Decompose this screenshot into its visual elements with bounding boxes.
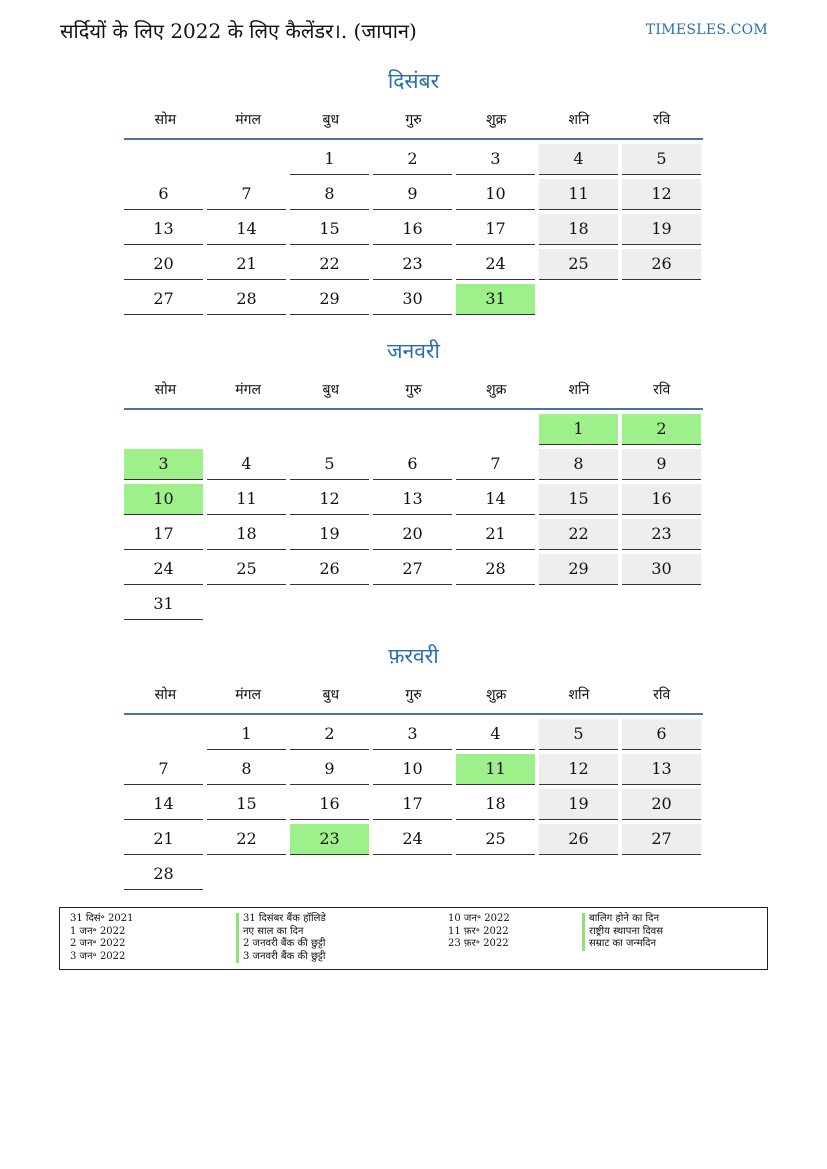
day-cell: 23 [622,519,701,550]
day-cell: 3 [456,144,535,175]
day-cell: 11 [207,484,286,515]
holiday-day-cell: 31 [456,284,535,315]
day-cell: 8 [539,449,618,480]
day-cell: 1 [290,144,369,175]
day-cell: 18 [539,214,618,245]
weekday-label: सोम [154,381,177,398]
legend-date: 2 जन॰ 2022 [70,938,126,949]
day-cell: 26 [622,249,701,280]
day-cell: 24 [456,249,535,280]
weekday-label: गुरु [405,686,422,703]
weekday-label: शनि [568,111,590,128]
empty-cell [124,719,203,749]
weekday-header [124,679,703,709]
day-cell: 12 [622,179,701,210]
weekday-label: शुक्र [486,686,507,703]
day-cell: 27 [124,284,203,315]
holiday-day-cell: 2 [622,414,701,445]
weekday-label: शुक्र [486,111,507,128]
legend-date: 1 जन॰ 2022 [70,925,126,937]
day-cell: 21 [456,519,535,550]
weekday-header [124,374,703,404]
day-cell: 28 [456,554,535,585]
day-cell: 6 [124,179,203,210]
day-cell: 17 [456,214,535,245]
legend-date: 3 जन॰ 2022 [70,950,126,962]
legend-names-right [582,913,663,951]
weekday-label: रवि [653,686,671,703]
day-cell: 20 [373,519,452,550]
day-cell: 7 [456,449,535,480]
weekday-label: बुध [322,111,340,128]
day-cell: 9 [373,179,452,210]
day-cell: 23 [373,249,452,280]
day-cell: 17 [124,519,203,550]
weekday-label: सोम [154,111,177,128]
day-cell: 2 [290,719,369,750]
weekday-label: मंगल [235,111,261,128]
page-title: सर्दियों के लिए 2022 के लिए कैलेंडर।. (जापान) [60,19,417,43]
day-cell: 27 [622,824,701,855]
day-grid [124,144,703,315]
day-cell: 1 [207,719,286,750]
day-grid [124,414,703,620]
day-cell: 17 [373,789,452,820]
month-calendar [124,641,703,890]
day-cell: 25 [456,824,535,855]
day-cell: 5 [290,449,369,480]
day-cell: 9 [290,754,369,785]
holiday-day-cell: 3 [124,449,203,480]
day-cell: 14 [124,789,203,820]
day-cell: 4 [539,144,618,175]
month-calendar [124,66,703,315]
day-cell: 22 [207,824,286,855]
legend-holiday-name: 2 जनवरी बैंक की छुट्टी [236,938,326,951]
day-cell: 6 [373,449,452,480]
weekday-label: गुरु [405,381,422,398]
day-cell: 15 [290,214,369,245]
day-cell: 14 [207,214,286,245]
day-cell: 15 [207,789,286,820]
day-cell: 18 [207,519,286,550]
day-cell: 26 [290,554,369,585]
day-cell: 8 [290,179,369,210]
legend-date: 11 फ़र॰ 2022 [448,925,509,937]
day-cell: 14 [456,484,535,515]
day-cell: 2 [373,144,452,175]
weekday-label: सोम [154,686,177,703]
day-cell: 10 [456,179,535,210]
holiday-day-cell: 11 [456,754,535,785]
month-name: दिसंबर [387,69,440,93]
empty-cell [456,414,535,444]
day-cell: 7 [124,754,203,785]
day-cell: 12 [539,754,618,785]
legend-holiday-name: सम्राट का जन्मदिन [582,938,663,951]
weekday-label: मंगल [235,686,261,703]
empty-cell [207,144,286,174]
day-cell: 12 [290,484,369,515]
holiday-day-cell: 23 [290,824,369,855]
day-cell: 25 [207,554,286,585]
day-cell: 11 [539,179,618,210]
day-cell: 26 [539,824,618,855]
day-cell: 19 [622,214,701,245]
empty-cell [373,414,452,444]
day-cell: 4 [456,719,535,750]
day-cell: 3 [373,719,452,750]
day-cell: 29 [290,284,369,315]
day-cell: 28 [207,284,286,315]
day-cell: 25 [539,249,618,280]
day-cell: 31 [124,589,203,620]
weekday-label: बुध [322,381,340,398]
day-cell: 6 [622,719,701,750]
legend-dates-left [70,913,133,963]
weekday-header [124,104,703,134]
day-cell: 5 [539,719,618,750]
day-cell: 4 [207,449,286,480]
weekday-label: शनि [568,686,590,703]
holiday-legend [59,907,768,970]
empty-cell [124,144,203,174]
day-cell: 16 [622,484,701,515]
legend-holiday-name: 3 जनवरी बैंक की छुट्टी [236,951,326,964]
header-rule [124,138,703,140]
legend-holiday-name: 31 दिसंबर बैंक हॉलिडे [236,913,326,926]
day-cell: 30 [373,284,452,315]
site-link[interactable]: TIMESLES.COM [645,22,768,38]
holiday-day-cell: 10 [124,484,203,515]
day-cell: 21 [207,249,286,280]
weekday-label: गुरु [405,111,422,128]
weekday-label: बुध [322,686,340,703]
day-cell: 13 [373,484,452,515]
holiday-day-cell: 1 [539,414,618,445]
day-cell: 24 [124,554,203,585]
day-cell: 5 [622,144,701,175]
day-cell: 29 [539,554,618,585]
day-cell: 22 [290,249,369,280]
day-cell: 10 [373,754,452,785]
day-cell: 16 [373,214,452,245]
day-cell: 28 [124,859,203,890]
day-cell: 27 [373,554,452,585]
empty-cell [207,414,286,444]
day-cell: 13 [124,214,203,245]
weekday-label: शुक्र [486,381,507,398]
empty-cell [290,414,369,444]
day-cell: 16 [290,789,369,820]
legend-holiday-name: नए साल का दिन [236,926,326,939]
month-calendar [124,336,703,620]
day-cell: 19 [539,789,618,820]
day-cell: 22 [539,519,618,550]
day-cell: 13 [622,754,701,785]
legend-date: 23 फ़र॰ 2022 [448,938,509,949]
legend-names-left [236,913,326,963]
day-cell: 18 [456,789,535,820]
day-cell: 8 [207,754,286,785]
day-cell: 19 [290,519,369,550]
weekday-label: शनि [568,381,590,398]
month-name: फ़रवरी [388,644,439,668]
legend-date: 31 दिसं॰ 2021 [70,913,134,924]
weekday-label: रवि [653,111,671,128]
day-cell: 20 [622,789,701,820]
day-cell: 24 [373,824,452,855]
day-cell: 7 [207,179,286,210]
legend-holiday-name: राष्ट्रीय स्थापना दिवस [582,926,663,939]
legend-dates-right [448,913,510,951]
weekday-label: रवि [653,381,671,398]
day-cell: 21 [124,824,203,855]
day-cell: 20 [124,249,203,280]
day-cell: 15 [539,484,618,515]
legend-holiday-name: बालिग होने का दिन [582,913,663,926]
header-rule [124,408,703,410]
day-cell: 30 [622,554,701,585]
weekday-label: मंगल [235,381,261,398]
header-rule [124,713,703,715]
empty-cell [124,414,203,444]
day-cell: 9 [622,449,701,480]
day-grid [124,719,703,890]
legend-date: 10 जन॰ 2022 [448,913,510,924]
month-name: जनवरी [387,339,440,363]
